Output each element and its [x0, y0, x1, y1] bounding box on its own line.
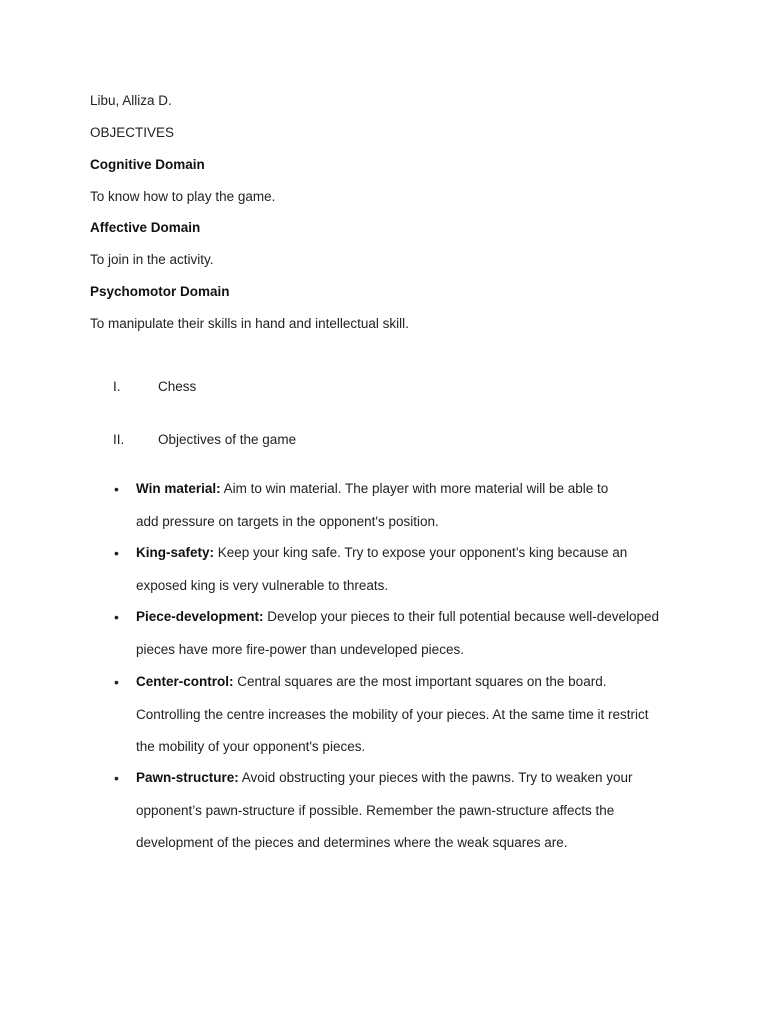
outline-numeral: II.	[113, 432, 125, 447]
affective-domain-heading: Affective Domain	[90, 220, 201, 235]
bullet-piece-development-line-2: pieces have more fire-power than undeveloped pieces.	[136, 642, 464, 657]
objectives-heading: OBJECTIVES	[90, 125, 175, 140]
bullet-center-control-line-1	[136, 674, 606, 690]
bullet-icon: •	[114, 481, 119, 497]
bullet-icon: •	[114, 609, 119, 625]
bullet-icon: •	[114, 545, 119, 561]
bullet-pawn-structure-line-1	[136, 770, 633, 786]
bullet-term: Win material:	[136, 481, 221, 496]
psychomotor-domain-heading: Psychomotor Domain	[90, 284, 230, 299]
bullet-pawn-structure-line-3: development of the pieces and determines where the weak squares are.	[136, 835, 568, 850]
cognitive-domain-text: To know how to play the game.	[90, 189, 276, 204]
bullet-term: Piece-development:	[136, 609, 264, 624]
bullet-text: Central squares are the most important squares on the board.	[233, 674, 607, 689]
bullet-term: Pawn-structure:	[136, 770, 239, 785]
bullet-term: King-safety:	[136, 545, 215, 560]
bullet-text: Develop your pieces to their full potential because well-developed	[263, 609, 660, 624]
bullet-icon: •	[114, 674, 119, 690]
bullet-king-safety-line-1	[136, 545, 627, 561]
bullet-text: Avoid obstructing your pieces with the pawns. Try to weaken your	[238, 770, 633, 785]
outline-item-objectives: Objectives of the game	[158, 432, 297, 447]
author-name: Libu, Alliza D.	[90, 93, 172, 108]
outline-numeral: I.	[113, 379, 121, 394]
cognitive-domain-heading: Cognitive Domain	[90, 157, 205, 172]
bullet-king-safety-line-2: exposed king is very vulnerable to threats.	[136, 578, 389, 593]
bullet-text: Keep your king safe. Try to expose your opponent’s king because an	[214, 545, 628, 560]
bullet-icon: •	[114, 770, 119, 786]
bullet-win-material-line-2: add pressure on targets in the opponent's position.	[136, 514, 439, 529]
bullet-pawn-structure-line-2: opponent’s pawn-structure if possible. Remember the pawn-structure affects the	[136, 803, 615, 818]
bullet-center-control-line-3: the mobility of your opponent's pieces.	[136, 739, 366, 754]
psychomotor-domain-text: To manipulate their skills in hand and intellectual skill.	[90, 316, 409, 331]
bullet-term: Center-control:	[136, 674, 234, 689]
bullet-center-control-line-2: Controlling the centre increases the mobility of your pieces. At the same time it restrict	[136, 707, 649, 722]
affective-domain-text: To join in the activity.	[90, 252, 214, 267]
bullet-text: Aim to win material. The player with more material will be able to	[220, 481, 609, 496]
bullet-win-material-line-1	[136, 481, 608, 497]
outline-item-chess: Chess	[158, 379, 197, 394]
bullet-piece-development-line-1	[136, 609, 659, 625]
